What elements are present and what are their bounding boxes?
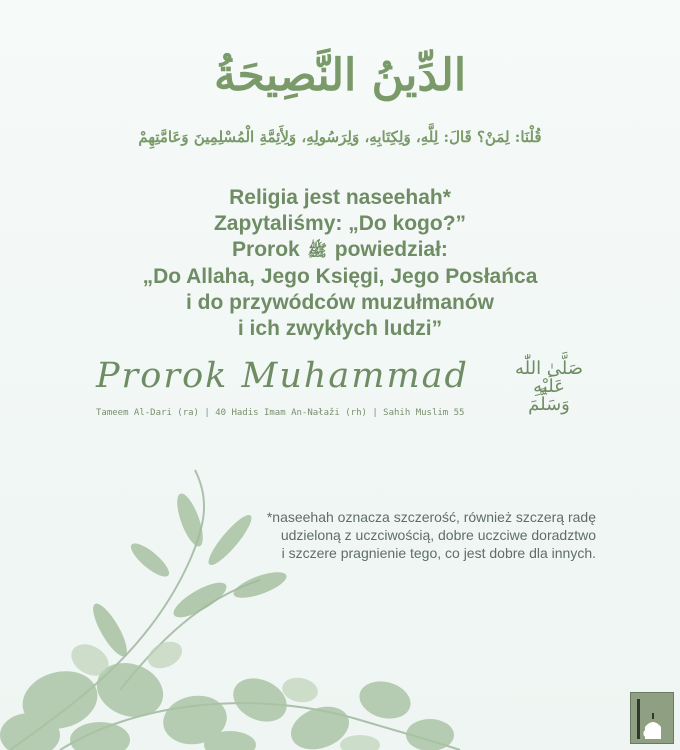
- hadith-source: Tameem Al-Dari (ra) | 40 Hadis Imam An-Nałaži (rh) | Sahih Muslim 55: [96, 408, 465, 418]
- arabic-title: الدِّينُ النَّصِيحَةُ: [213, 50, 467, 101]
- salawat-calligraphy: [514, 360, 584, 416]
- footnote: [176, 508, 596, 562]
- salawat-line-3: وَسَلَّمَ: [528, 394, 570, 415]
- translation-line-4: „Do Allaha, Jego Księgi, Jego Posłańca: [142, 265, 538, 288]
- translation-line-3-start: Prorok: [232, 238, 300, 261]
- footnote-line-3: i szczere pragnienie tego, co jest dobre dla innych.: [281, 545, 596, 561]
- logo-text: CKI: [643, 729, 661, 740]
- cki-logo: [630, 692, 674, 744]
- translation-line-1: Religia jest naseehah*: [229, 186, 451, 209]
- pbuh-glyph: ﷺ: [307, 241, 327, 260]
- salawat-line-2: عَلَيْهِ: [533, 376, 565, 397]
- translation-line-3-end: powiedział:: [334, 238, 448, 261]
- translation-line-6: i ich zwykłych ludzi”: [237, 317, 443, 340]
- prophet-name: Prorok Muhammad: [96, 356, 469, 396]
- footnote-line-2: udzieloną z uczciwością, dobre uczciwe doradztwo: [280, 527, 596, 543]
- salawat-line-1: صَلَّىٰ اللّٰه: [514, 358, 584, 379]
- translation-line-3: [0, 237, 680, 264]
- translation-line-5: i do przywódców muzułmanów: [185, 291, 494, 314]
- footnote-line-1: *naseehah oznacza szczerość, również szczerą radę: [266, 509, 596, 525]
- arabic-subtitle: قُلْنَا: لِمَنْ؟ قَالَ: لِلَّهِ، وَلِكِتَابِهِ، وَلِرَسُولِهِ، وَلِأَئِمَّةِ الْمُسْلِمِينَ وَعَامَّتِهِمْ: [138, 128, 542, 146]
- translation-line-2: Zapytaliśmy: „Do kogo?”: [213, 212, 467, 235]
- hadith-translation: [0, 185, 680, 342]
